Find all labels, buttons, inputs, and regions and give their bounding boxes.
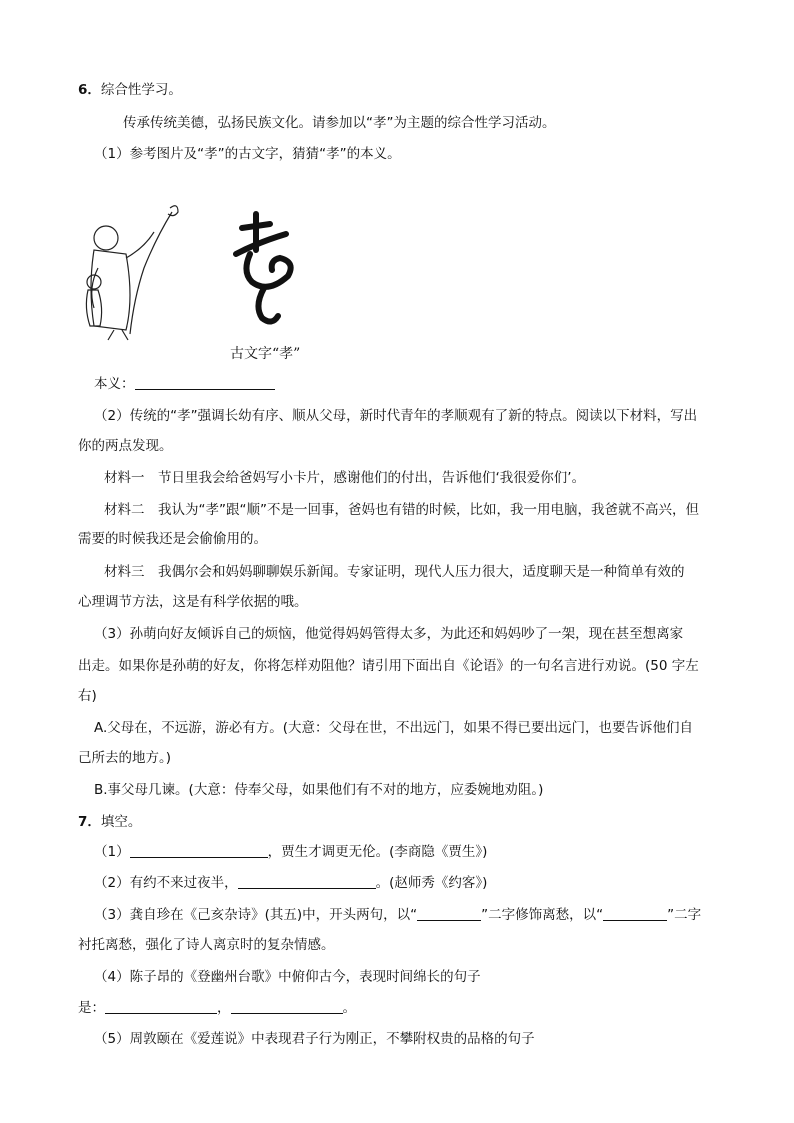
figure-caption: 古文字“孝” [230, 346, 301, 362]
item1-prefix: （1） [94, 844, 130, 860]
q7-item4-line1: （4）陈子昂的《登幽州台歌》中俯仰古今，表现时间绵长的句子 [94, 969, 481, 985]
question-title: 综合性学习。 [100, 82, 182, 98]
item1-blank[interactable] [130, 842, 268, 858]
item3-text-b: ”二字修饰离愁，以“ [481, 907, 604, 923]
item3-text-c: ”二字 [667, 907, 702, 923]
q6-part1: （1）参考图片及“孝”的古文字，猜猜“孝”的本义。 [94, 146, 401, 162]
q6-part2-line1: （2）传统的“孝”强调长幼有序、顺从父母，新时代青年的孝顺观有了新的特点。阅读以下材料，写出 [94, 408, 698, 424]
option-a-line1: A.父母在，不远游，游必有方。(大意：父母在世，不出远门，如果不得已要出远门，也要告诉他们自 [94, 720, 694, 736]
q6-part2-line2: 你的两点发现。 [78, 438, 173, 454]
q7-item1 [94, 842, 487, 862]
xiao-figure [74, 198, 314, 370]
q7-item3-line2: 衬托离愁，强化了诗人离京时的复杂情感。 [78, 937, 335, 953]
option-b: B.事父母几谏。(大意：侍奉父母，如果他们有不对的地方，应委婉地劝阻。) [94, 782, 544, 798]
item2-suffix: 。(赵师秀《约客》) [375, 875, 488, 891]
q6-part3-line2: 出走。如果你是孙萌的好友，你将怎样劝阻他？请引用下面出自《论语》的一句名言进行劝说。(50 字左 [78, 658, 699, 674]
material-2-line2: 需要的时候我还是会偷偷用的。 [78, 531, 267, 547]
question-number: 6． [78, 82, 101, 98]
option-a-line2: 己所去的地方。) [78, 750, 172, 766]
q7-item4-line2 [78, 998, 356, 1018]
item4-blank2[interactable] [231, 998, 343, 1014]
material-2-line1: 材料二 我认为“孝”跟“顺”不是一回事，爸妈也有错的时候，比如，我一用电脑，我爸就不高兴，但 [104, 502, 699, 518]
q7-item3-line1 [94, 905, 701, 925]
item1-suffix: ，贾生才调更无伦。(李商隐《贾生》) [267, 844, 488, 860]
item4-mid: ， [217, 1000, 231, 1016]
item4-blank1[interactable] [105, 998, 217, 1014]
question-7-heading [78, 812, 141, 832]
q7-item5: （5）周敦颐在《爱莲说》中表现君子行为刚正，不攀附权贵的品格的句子 [94, 1031, 535, 1047]
question-6-heading [78, 80, 182, 100]
material-3-line1: 材料三 我偶尔会和妈妈聊聊娱乐新闻。专家证明，现代人压力很大，适度聊天是一种简单有效的 [104, 564, 685, 580]
item3-blank1[interactable] [417, 905, 481, 921]
item4-prefix: 是： [78, 1000, 105, 1016]
item3-blank2[interactable] [603, 905, 667, 921]
q7-item2 [94, 873, 487, 893]
item3-text-a: （3）龚自珍在《己亥杂诗》(其五)中，开头两句，以“ [94, 907, 418, 923]
question-title: 填空。 [100, 814, 142, 830]
elder-child-illustration [74, 198, 314, 348]
q6-part3-line3: 右) [78, 688, 97, 704]
answer-label: 本义： [94, 376, 135, 392]
answer-blank[interactable] [135, 374, 275, 390]
item2-prefix: （2）有约不来过夜半， [94, 875, 238, 891]
q6-part3-line1: （3）孙萌向好友倾诉自己的烦恼，他觉得妈妈管得太多，为此还和妈妈吵了一架，现在甚至想离家 [94, 626, 684, 642]
question-number: 7． [78, 814, 101, 830]
q6-answer-line [94, 374, 275, 394]
q6-intro: 传承传统美德，弘扬民族文化。请参加以“孝”为主题的综合性学习活动。 [123, 115, 556, 131]
item2-blank[interactable] [238, 873, 376, 889]
material-3-line2: 心理调节方法，这是有科学依据的哦。 [78, 594, 308, 610]
item4-end: 。 [342, 1000, 356, 1016]
material-1: 材料一 节日里我会给爸妈写小卡片，感谢他们的付出，告诉他们‘我很爱你们’。 [104, 470, 586, 486]
